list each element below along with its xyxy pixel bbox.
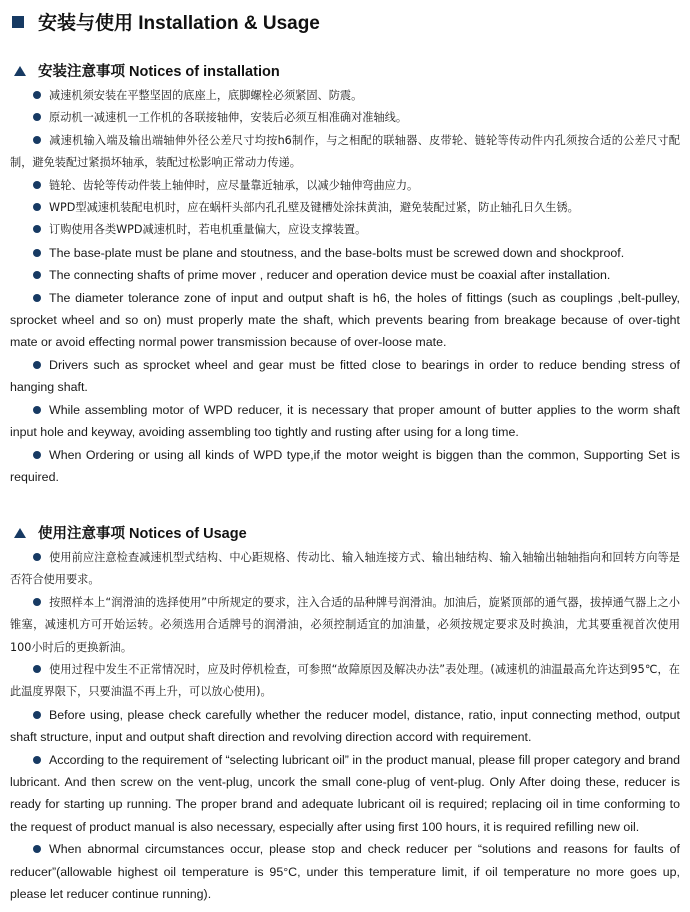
- list-item: [10, 264, 680, 286]
- bullet-icon: [33, 113, 41, 121]
- bullet-icon: [33, 711, 41, 719]
- bullet-icon: [33, 225, 41, 233]
- list-item-text: 按照样本上“润滑油的选择使用”中所规定的要求，注入合适的品种牌号润滑油。加油后，旋紧顶部的通气器，拔掉通气器上之小锥塞，减速机方可开始运转。必须选用合适牌号的润滑油，必须控制适宜的加油量，必须按规定要求及时换油，尤其要重视首次使用100小时后的更换新油。: [10, 595, 680, 654]
- list-item: [10, 107, 680, 129]
- list-item-text: When abnormal circumstances occur, please stop and check reducer per “solutions and reasons for faults of reducer”(allowable highest oil temperature is 95°C, under this temperature limit, if oil temperature no more goes up, please let reducer continue running).: [10, 842, 680, 902]
- triangle-icon: [14, 66, 26, 76]
- list-item: [10, 130, 680, 175]
- bullet-icon: [33, 181, 41, 189]
- list-item: [10, 704, 680, 749]
- list-item: [10, 547, 680, 592]
- page-title: 安装与使用 Installation & Usage: [38, 13, 320, 34]
- list-item: [10, 399, 680, 444]
- bullet-icon: [33, 136, 41, 144]
- list-item-text: 减速机输入端及输出端轴伸外径公差尺寸均按h6制作，与之相配的联轴器、皮带轮、链轮等传动件内孔须按合适的公差尺寸配制，避免装配过紧损坏轴承，装配过松影响正常动力传递。: [10, 133, 680, 170]
- bullet-icon: [33, 361, 41, 369]
- list-item-text: Before using, please check carefully whether the reducer model, distance, ratio, input connecting method, output shaft structure, input and output shaft direction and revolving direction accord with requirement.: [10, 707, 680, 745]
- installation-heading: [10, 60, 680, 81]
- list-item: [10, 749, 680, 839]
- list-item-text: While assembling motor of WPD reducer, it is necessary that proper amount of butter applies to the worm shaft input hole and keyway, avoiding assembling too tightly and rusting after using for a long time.: [10, 402, 680, 440]
- list-item: [10, 287, 680, 354]
- installation-list: [10, 85, 680, 488]
- list-item-text: 减速机须安装在平整坚固的底座上，底脚螺栓必须紧固、防震。: [49, 89, 363, 102]
- usage-list: [10, 547, 680, 906]
- list-item: [10, 444, 680, 489]
- list-item-text: 订购使用各类WPD减速机时，若电机重量偏大，应设支撑装置。: [49, 223, 367, 237]
- list-item: [10, 838, 680, 905]
- list-item: [10, 85, 680, 107]
- bullet-icon: [33, 553, 41, 561]
- bullet-icon: [33, 598, 41, 606]
- list-item-text: The connecting shafts of prime mover , reducer and operation device must be coaxial after installation.: [49, 268, 611, 283]
- list-item-text: 使用过程中发生不正常情况时，应及时停机检查，可参照“故障原因及解决办法”表处理。(减速机的油温最高允许达到95℃，在此温度界限下，只要油温不再上升，可以放心使用)。: [10, 663, 680, 699]
- installation-section: [10, 60, 680, 488]
- list-item: [10, 197, 680, 219]
- list-item-text: The base-plate must be plane and stoutness, and the base-bolts must be screwed down and shockproof.: [49, 245, 625, 260]
- list-item-text: The diameter tolerance zone of input and output shaft is h6, the holes of fittings (such as couplings ,belt-pulley, sprocket wheel and so on) must properly mate the shaft, which prevents bearing from breakage because of over-tight mate or avoid effecting normal power transmission because of over-loose mate.: [10, 290, 680, 350]
- list-item: [10, 219, 680, 241]
- list-item: [10, 354, 680, 399]
- list-item-text: 使用前应注意检查减速机型式结构、中心距规格、传动比、输入轴连接方式、输出轴结构、输入轴输出轴轴指向和回转方向等是否符合使用要求。: [10, 551, 680, 587]
- list-item: [10, 659, 680, 704]
- bullet-icon: [33, 406, 41, 414]
- bullet-icon: [33, 249, 41, 257]
- header-square-icon: [12, 16, 24, 28]
- list-item: [10, 175, 680, 197]
- bullet-icon: [33, 451, 41, 459]
- bullet-icon: [33, 91, 41, 99]
- usage-heading: [10, 522, 680, 543]
- bullet-icon: [33, 756, 41, 764]
- list-item-text: 链轮、齿轮等传动件装上轴伸时，应尽量靠近轴承，以减少轴伸弯曲应力。: [49, 178, 419, 192]
- bullet-icon: [33, 203, 41, 211]
- triangle-icon: [14, 528, 26, 538]
- list-item: [10, 592, 680, 659]
- list-item-text: Drivers such as sprocket wheel and gear must be fitted close to bearings in order to reduce bending stress of hanging shaft.: [10, 357, 680, 395]
- usage-title: 使用注意事项 Notices of Usage: [38, 526, 247, 542]
- installation-title: 安装注意事项 Notices of installation: [38, 64, 280, 80]
- bullet-icon: [33, 294, 41, 302]
- list-item-text: When Ordering or using all kinds of WPD type,if the motor weight is biggen than the common, Supporting Set is required.: [10, 447, 680, 484]
- list-item-text: 原动机一减速机一工作机的各联接轴伸，安装后必须互相准确对准轴线。: [49, 111, 408, 125]
- usage-section: [10, 522, 680, 906]
- page-header: [12, 8, 680, 35]
- bullet-icon: [33, 665, 41, 673]
- list-item: [10, 242, 680, 264]
- list-item-text: According to the requirement of “selecting lubricant oil” in the product manual, please fill proper category and brand lubricant. And then screw on the vent-plug, uncork the small cone-plug of vent-plug. Only After doing these, reducer is ready for starting up running. The proper brand and adequate lubricant oil is required; replacing oil in time conforming to the request of product manual is also necessary, especially after using first 100 hours, it is required refilling new oil.: [10, 752, 680, 834]
- bullet-icon: [33, 845, 41, 853]
- list-item-text: WPD型减速机装配电机时，应在蜗杆头部内孔孔壁及键槽处涂抹黄油，避免装配过紧，防止轴孔日久生锈。: [49, 201, 579, 215]
- bullet-icon: [33, 271, 41, 279]
